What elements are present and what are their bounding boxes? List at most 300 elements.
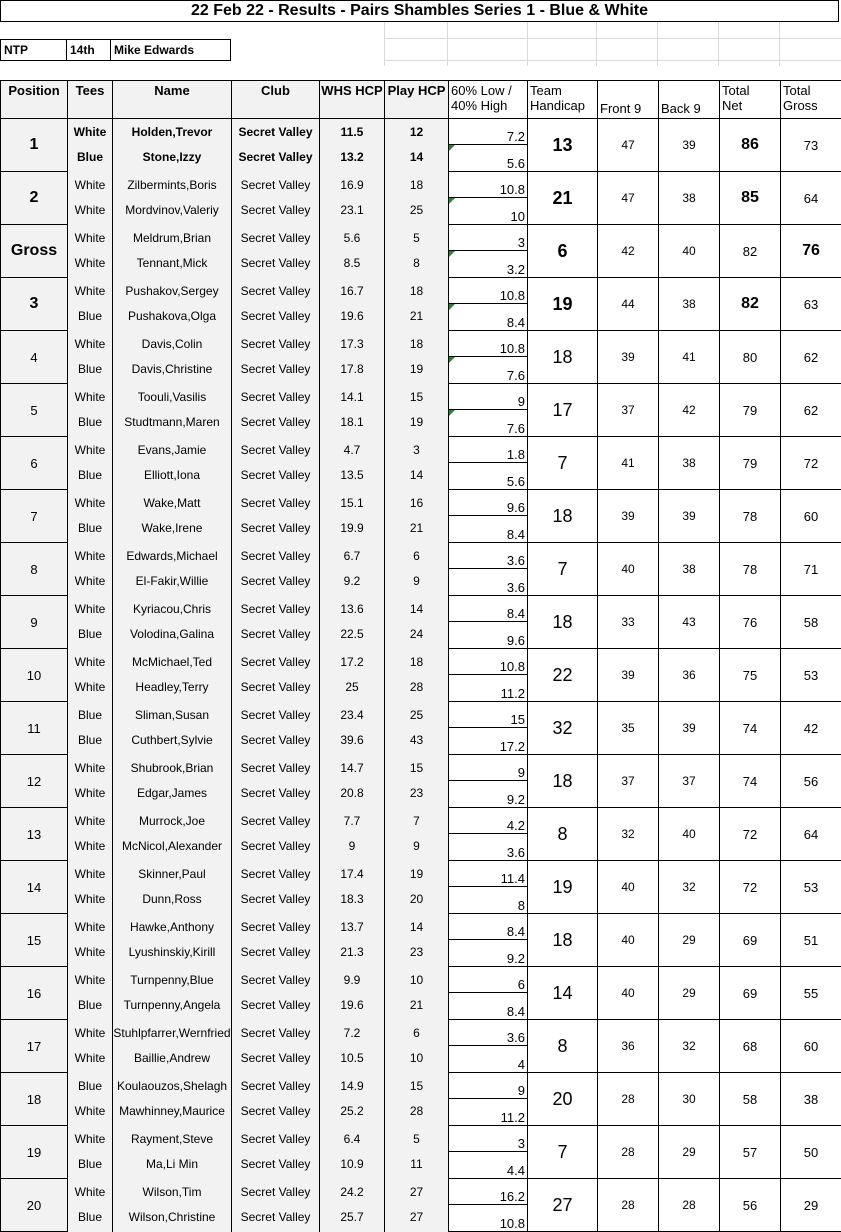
whs-hcp-cell: 18.1 bbox=[320, 410, 385, 437]
pct-handicap-cell: 8.4 bbox=[449, 516, 528, 543]
whs-hcp-cell: 14.1 bbox=[320, 384, 385, 410]
total-gross-cell: 29 bbox=[781, 1179, 841, 1232]
total-gross-cell: 71 bbox=[781, 543, 841, 596]
club-cell: Secret Valley bbox=[232, 569, 320, 596]
tees-cell: White bbox=[68, 490, 113, 516]
tees-cell: White bbox=[68, 437, 113, 463]
table-row bbox=[1, 861, 841, 887]
total-net-cell: 74 bbox=[720, 755, 781, 808]
player-name: Rayment,Steve bbox=[113, 1126, 232, 1152]
whs-hcp-cell: 16.9 bbox=[320, 172, 385, 198]
pct-handicap-cell: 6 bbox=[449, 967, 528, 993]
pct-handicap-cell: 3.6 bbox=[449, 834, 528, 861]
whs-hcp-cell: 13.7 bbox=[320, 914, 385, 940]
position-cell: 15 bbox=[1, 914, 68, 967]
club-cell: Secret Valley bbox=[232, 331, 320, 357]
player-name: Edgar,James bbox=[113, 781, 232, 808]
tees-cell: White bbox=[68, 569, 113, 596]
pct-handicap-cell: 11.2 bbox=[449, 1099, 528, 1126]
club-cell: Secret Valley bbox=[232, 304, 320, 331]
play-hcp-cell: 12 bbox=[385, 119, 449, 145]
table-row bbox=[1, 225, 841, 251]
tees-cell: Blue bbox=[68, 516, 113, 543]
whs-hcp-cell: 25.7 bbox=[320, 1205, 385, 1232]
front9-cell: 47 bbox=[598, 172, 659, 225]
team-handicap-cell: 8 bbox=[528, 1020, 598, 1073]
player-name: Zilbermints,Boris bbox=[113, 172, 232, 198]
position-cell: Gross bbox=[1, 225, 68, 278]
table-row bbox=[1, 384, 841, 410]
play-hcp-cell: 18 bbox=[385, 649, 449, 675]
player-name: Holden,Trevor bbox=[113, 119, 232, 145]
play-hcp-cell: 14 bbox=[385, 914, 449, 940]
total-net-cell: 75 bbox=[720, 649, 781, 702]
total-net-cell: 72 bbox=[720, 808, 781, 861]
pct-handicap-cell: 16.2 bbox=[449, 1179, 528, 1205]
club-cell: Secret Valley bbox=[232, 278, 320, 304]
whs-hcp-cell: 23.4 bbox=[320, 702, 385, 728]
total-gross-cell: 58 bbox=[781, 596, 841, 649]
team-handicap-cell: 19 bbox=[528, 861, 598, 914]
play-hcp-cell: 15 bbox=[385, 1073, 449, 1099]
total-net-cell: 78 bbox=[720, 543, 781, 596]
table-row bbox=[1, 331, 841, 357]
ntp-row bbox=[0, 39, 230, 61]
play-hcp-cell: 19 bbox=[385, 410, 449, 437]
pct-handicap-cell: 7.6 bbox=[449, 410, 528, 437]
whs-hcp-cell: 19.6 bbox=[320, 993, 385, 1020]
player-name: Edwards,Michael bbox=[113, 543, 232, 569]
play-hcp-cell: 9 bbox=[385, 834, 449, 861]
table-row bbox=[1, 914, 841, 940]
back9-cell: 40 bbox=[659, 225, 720, 278]
pct-handicap-cell: 9 bbox=[449, 1073, 528, 1099]
pct-handicap-cell: 1.8 bbox=[449, 437, 528, 463]
player-name: Ma,Li Min bbox=[113, 1152, 232, 1179]
play-hcp-cell: 10 bbox=[385, 967, 449, 993]
tees-cell: Blue bbox=[68, 1152, 113, 1179]
front9-cell: 28 bbox=[598, 1126, 659, 1179]
back9-cell: 38 bbox=[659, 543, 720, 596]
club-cell: Secret Valley bbox=[232, 172, 320, 198]
tees-cell: Blue bbox=[68, 304, 113, 331]
player-name: Kyriacou,Chris bbox=[113, 596, 232, 622]
total-net-cell: 57 bbox=[720, 1126, 781, 1179]
player-name: Elliott,Iona bbox=[113, 463, 232, 490]
club-cell: Secret Valley bbox=[232, 755, 320, 781]
results-table bbox=[0, 80, 841, 1232]
table-row bbox=[1, 702, 841, 728]
club-cell: Secret Valley bbox=[232, 596, 320, 622]
whs-hcp-cell: 18.3 bbox=[320, 887, 385, 914]
table-row bbox=[1, 1179, 841, 1205]
tees-cell: White bbox=[68, 808, 113, 834]
player-name: Mordvinov,Valeriy bbox=[113, 198, 232, 225]
whs-hcp-cell: 19.9 bbox=[320, 516, 385, 543]
player-name: Stuhlpfarrer,Wernfried bbox=[113, 1020, 232, 1046]
back9-cell: 29 bbox=[659, 1126, 720, 1179]
club-cell: Secret Valley bbox=[232, 914, 320, 940]
player-name: Sliman,Susan bbox=[113, 702, 232, 728]
whs-hcp-cell: 13.2 bbox=[320, 145, 385, 172]
total-net-cell: 85 bbox=[720, 172, 781, 225]
pct-handicap-cell: 8.4 bbox=[449, 596, 528, 622]
whs-hcp-cell: 25 bbox=[320, 675, 385, 702]
header-club: Club bbox=[232, 81, 320, 119]
club-cell: Secret Valley bbox=[232, 490, 320, 516]
tees-cell: Blue bbox=[68, 993, 113, 1020]
whs-hcp-cell: 17.3 bbox=[320, 331, 385, 357]
total-net-cell: 82 bbox=[720, 278, 781, 331]
pct-handicap-cell: 4.4 bbox=[449, 1152, 528, 1179]
pct-handicap-cell: 9 bbox=[449, 384, 528, 410]
header-total-net bbox=[720, 81, 781, 119]
tees-cell: White bbox=[68, 1020, 113, 1046]
whs-hcp-cell: 23.1 bbox=[320, 198, 385, 225]
player-name: Shubrook,Brian bbox=[113, 755, 232, 781]
total-gross-cell: 50 bbox=[781, 1126, 841, 1179]
position-cell: 1 bbox=[1, 119, 68, 172]
play-hcp-cell: 19 bbox=[385, 357, 449, 384]
club-cell: Secret Valley bbox=[232, 649, 320, 675]
pct-handicap-cell: 5.6 bbox=[449, 463, 528, 490]
pct-handicap-cell: 3.6 bbox=[449, 543, 528, 569]
total-gross-cell: 60 bbox=[781, 1020, 841, 1073]
player-name: Hawke,Anthony bbox=[113, 914, 232, 940]
back9-cell: 39 bbox=[659, 119, 720, 172]
front9-cell: 42 bbox=[598, 225, 659, 278]
table-row bbox=[1, 278, 841, 304]
pct-handicap-cell: 9.2 bbox=[449, 940, 528, 967]
play-hcp-cell: 20 bbox=[385, 887, 449, 914]
play-hcp-cell: 19 bbox=[385, 861, 449, 887]
player-name: Davis,Christine bbox=[113, 357, 232, 384]
player-name: McNicol,Alexander bbox=[113, 834, 232, 861]
pct-handicap-cell: 3.6 bbox=[449, 1020, 528, 1046]
pct-handicap-cell: 7.2 bbox=[449, 119, 528, 145]
front9-cell: 40 bbox=[598, 543, 659, 596]
tees-cell: Blue bbox=[68, 463, 113, 490]
whs-hcp-cell: 16.7 bbox=[320, 278, 385, 304]
player-name: Dunn,Ross bbox=[113, 887, 232, 914]
front9-cell: 39 bbox=[598, 490, 659, 543]
header-position: Position bbox=[1, 81, 68, 119]
play-hcp-cell: 25 bbox=[385, 198, 449, 225]
whs-hcp-cell: 9 bbox=[320, 834, 385, 861]
pct-handicap-cell: 3.6 bbox=[449, 569, 528, 596]
player-name: Volodina,Galina bbox=[113, 622, 232, 649]
position-cell: 11 bbox=[1, 702, 68, 755]
position-cell: 8 bbox=[1, 543, 68, 596]
whs-hcp-cell: 39.6 bbox=[320, 728, 385, 755]
total-net-cell: 79 bbox=[720, 437, 781, 490]
whs-hcp-cell: 11.5 bbox=[320, 119, 385, 145]
results-body bbox=[1, 119, 841, 1232]
team-handicap-cell: 13 bbox=[528, 119, 598, 172]
front9-cell: 47 bbox=[598, 119, 659, 172]
pct-handicap-cell: 5.6 bbox=[449, 145, 528, 172]
total-gross-cell: 62 bbox=[781, 331, 841, 384]
front9-cell: 39 bbox=[598, 331, 659, 384]
header-pct-line2: 40% High bbox=[451, 98, 507, 113]
tees-cell: White bbox=[68, 1179, 113, 1205]
team-handicap-cell: 32 bbox=[528, 702, 598, 755]
back9-cell: 40 bbox=[659, 808, 720, 861]
tees-cell: White bbox=[68, 225, 113, 251]
tees-cell: White bbox=[68, 861, 113, 887]
team-handicap-cell: 7 bbox=[528, 1126, 598, 1179]
total-net-cell: 69 bbox=[720, 967, 781, 1020]
table-row bbox=[1, 967, 841, 993]
tees-cell: White bbox=[68, 119, 113, 145]
back9-cell: 38 bbox=[659, 172, 720, 225]
whs-hcp-cell: 22.5 bbox=[320, 622, 385, 649]
tees-cell: White bbox=[68, 596, 113, 622]
player-name: Pushakova,Olga bbox=[113, 304, 232, 331]
pct-handicap-cell: 4 bbox=[449, 1046, 528, 1073]
whs-hcp-cell: 19.6 bbox=[320, 304, 385, 331]
pct-handicap-cell: 7.6 bbox=[449, 357, 528, 384]
front9-cell: 41 bbox=[598, 437, 659, 490]
club-cell: Secret Valley bbox=[232, 781, 320, 808]
pct-handicap-cell: 9 bbox=[449, 755, 528, 781]
whs-hcp-cell: 20.8 bbox=[320, 781, 385, 808]
play-hcp-cell: 21 bbox=[385, 993, 449, 1020]
team-handicap-cell: 21 bbox=[528, 172, 598, 225]
play-hcp-cell: 21 bbox=[385, 304, 449, 331]
player-name: Wilson,Christine bbox=[113, 1205, 232, 1232]
whs-hcp-cell: 7.7 bbox=[320, 808, 385, 834]
pct-handicap-cell: 10.8 bbox=[449, 172, 528, 198]
front9-cell: 40 bbox=[598, 861, 659, 914]
tees-cell: White bbox=[68, 1099, 113, 1126]
position-cell: 6 bbox=[1, 437, 68, 490]
play-hcp-cell: 14 bbox=[385, 463, 449, 490]
tees-cell: White bbox=[68, 781, 113, 808]
table-row bbox=[1, 543, 841, 569]
position-cell: 18 bbox=[1, 1073, 68, 1126]
pct-handicap-cell: 17.2 bbox=[449, 728, 528, 755]
tees-cell: White bbox=[68, 914, 113, 940]
team-handicap-cell: 7 bbox=[528, 437, 598, 490]
tees-cell: White bbox=[68, 1126, 113, 1152]
tees-cell: Blue bbox=[68, 410, 113, 437]
total-gross-cell: 38 bbox=[781, 1073, 841, 1126]
whs-hcp-cell: 21.3 bbox=[320, 940, 385, 967]
header-net-line2: Net bbox=[722, 98, 742, 113]
pct-handicap-cell: 4.2 bbox=[449, 808, 528, 834]
whs-hcp-cell: 10.9 bbox=[320, 1152, 385, 1179]
header-tees: Tees bbox=[68, 81, 113, 119]
position-cell: 10 bbox=[1, 649, 68, 702]
tees-cell: White bbox=[68, 198, 113, 225]
club-cell: Secret Valley bbox=[232, 1126, 320, 1152]
player-name: Wilson,Tim bbox=[113, 1179, 232, 1205]
team-handicap-cell: 14 bbox=[528, 967, 598, 1020]
club-cell: Secret Valley bbox=[232, 887, 320, 914]
front9-cell: 33 bbox=[598, 596, 659, 649]
back9-cell: 43 bbox=[659, 596, 720, 649]
team-handicap-cell: 27 bbox=[528, 1179, 598, 1232]
play-hcp-cell: 28 bbox=[385, 675, 449, 702]
club-cell: Secret Valley bbox=[232, 702, 320, 728]
club-cell: Secret Valley bbox=[232, 834, 320, 861]
play-hcp-cell: 5 bbox=[385, 225, 449, 251]
play-hcp-cell: 5 bbox=[385, 1126, 449, 1152]
total-net-cell: 68 bbox=[720, 1020, 781, 1073]
header-net-line1: Total bbox=[722, 83, 749, 98]
tees-cell: White bbox=[68, 967, 113, 993]
front9-cell: 35 bbox=[598, 702, 659, 755]
front9-cell: 37 bbox=[598, 755, 659, 808]
position-cell: 20 bbox=[1, 1179, 68, 1232]
total-gross-cell: 64 bbox=[781, 808, 841, 861]
pct-handicap-cell: 9.6 bbox=[449, 622, 528, 649]
club-cell: Secret Valley bbox=[232, 808, 320, 834]
club-cell: Secret Valley bbox=[232, 967, 320, 993]
play-hcp-cell: 18 bbox=[385, 331, 449, 357]
table-row bbox=[1, 596, 841, 622]
tees-cell: Blue bbox=[68, 357, 113, 384]
team-handicap-cell: 22 bbox=[528, 649, 598, 702]
position-cell: 3 bbox=[1, 278, 68, 331]
tees-cell: White bbox=[68, 251, 113, 278]
back9-cell: 41 bbox=[659, 331, 720, 384]
total-net-cell: 79 bbox=[720, 384, 781, 437]
player-name: McMichael,Ted bbox=[113, 649, 232, 675]
club-cell: Secret Valley bbox=[232, 198, 320, 225]
club-cell: Secret Valley bbox=[232, 993, 320, 1020]
player-name: Koulaouzos,Shelagh bbox=[113, 1073, 232, 1099]
total-net-cell: 78 bbox=[720, 490, 781, 543]
club-cell: Secret Valley bbox=[232, 1205, 320, 1232]
player-name: Toouli,Vasilis bbox=[113, 384, 232, 410]
club-cell: Secret Valley bbox=[232, 675, 320, 702]
header-total-gross bbox=[781, 81, 841, 119]
play-hcp-cell: 11 bbox=[385, 1152, 449, 1179]
table-row bbox=[1, 119, 841, 145]
header-gross-line2: Gross bbox=[783, 98, 818, 113]
total-gross-cell: 55 bbox=[781, 967, 841, 1020]
play-hcp-cell: 9 bbox=[385, 569, 449, 596]
total-gross-cell: 60 bbox=[781, 490, 841, 543]
total-gross-cell: 76 bbox=[781, 225, 841, 278]
ntp-player: Mike Edwards bbox=[110, 39, 231, 61]
back9-cell: 38 bbox=[659, 278, 720, 331]
tees-cell: White bbox=[68, 834, 113, 861]
player-name: Murrock,Joe bbox=[113, 808, 232, 834]
pct-handicap-cell: 9.2 bbox=[449, 781, 528, 808]
whs-hcp-cell: 15.1 bbox=[320, 490, 385, 516]
play-hcp-cell: 15 bbox=[385, 384, 449, 410]
tees-cell: Blue bbox=[68, 728, 113, 755]
team-handicap-cell: 8 bbox=[528, 808, 598, 861]
front9-cell: 40 bbox=[598, 967, 659, 1020]
header-front9: Front 9 bbox=[598, 81, 659, 119]
tees-cell: White bbox=[68, 755, 113, 781]
header-pct-line1: 60% Low / bbox=[451, 83, 512, 98]
tees-cell: Blue bbox=[68, 145, 113, 172]
total-gross-cell: 63 bbox=[781, 278, 841, 331]
team-handicap-cell: 7 bbox=[528, 543, 598, 596]
ntp-label: NTP bbox=[0, 39, 67, 61]
header-team-line1: Team bbox=[530, 83, 562, 98]
header-play-hcp: Play HCP bbox=[385, 81, 449, 119]
player-name: Turnpenny,Blue bbox=[113, 967, 232, 993]
play-hcp-cell: 43 bbox=[385, 728, 449, 755]
pct-handicap-cell: 3 bbox=[449, 1126, 528, 1152]
club-cell: Secret Valley bbox=[232, 357, 320, 384]
pct-handicap-cell: 10.8 bbox=[449, 649, 528, 675]
tees-cell: Blue bbox=[68, 1073, 113, 1099]
whs-hcp-cell: 9.2 bbox=[320, 569, 385, 596]
play-hcp-cell: 6 bbox=[385, 1020, 449, 1046]
pct-handicap-cell: 3.2 bbox=[449, 251, 528, 278]
total-net-cell: 82 bbox=[720, 225, 781, 278]
table-row bbox=[1, 1020, 841, 1046]
total-gross-cell: 62 bbox=[781, 384, 841, 437]
total-net-cell: 58 bbox=[720, 1073, 781, 1126]
player-name: Headley,Terry bbox=[113, 675, 232, 702]
play-hcp-cell: 27 bbox=[385, 1205, 449, 1232]
front9-cell: 28 bbox=[598, 1073, 659, 1126]
club-cell: Secret Valley bbox=[232, 463, 320, 490]
play-hcp-cell: 16 bbox=[385, 490, 449, 516]
play-hcp-cell: 23 bbox=[385, 781, 449, 808]
club-cell: Secret Valley bbox=[232, 145, 320, 172]
table-row bbox=[1, 808, 841, 834]
front9-cell: 40 bbox=[598, 914, 659, 967]
pct-handicap-cell: 3 bbox=[449, 225, 528, 251]
position-cell: 5 bbox=[1, 384, 68, 437]
header-gross-line1: Total bbox=[783, 83, 810, 98]
total-net-cell: 86 bbox=[720, 119, 781, 172]
club-cell: Secret Valley bbox=[232, 251, 320, 278]
back9-cell: 42 bbox=[659, 384, 720, 437]
header-whs-hcp: WHS HCP bbox=[320, 81, 385, 119]
front9-cell: 36 bbox=[598, 1020, 659, 1073]
whs-hcp-cell: 9.9 bbox=[320, 967, 385, 993]
tees-cell: White bbox=[68, 1046, 113, 1073]
team-handicap-cell: 17 bbox=[528, 384, 598, 437]
tees-cell: White bbox=[68, 384, 113, 410]
tees-cell: Blue bbox=[68, 622, 113, 649]
back9-cell: 37 bbox=[659, 755, 720, 808]
player-name: Cuthbert,Sylvie bbox=[113, 728, 232, 755]
player-name: Turnpenny,Angela bbox=[113, 993, 232, 1020]
pct-handicap-cell: 9.6 bbox=[449, 490, 528, 516]
total-net-cell: 76 bbox=[720, 596, 781, 649]
whs-hcp-cell: 6.4 bbox=[320, 1126, 385, 1152]
header-team-handicap bbox=[528, 81, 598, 119]
play-hcp-cell: 18 bbox=[385, 278, 449, 304]
player-name: Studtmann,Maren bbox=[113, 410, 232, 437]
whs-hcp-cell: 17.8 bbox=[320, 357, 385, 384]
whs-hcp-cell: 14.7 bbox=[320, 755, 385, 781]
club-cell: Secret Valley bbox=[232, 622, 320, 649]
play-hcp-cell: 14 bbox=[385, 596, 449, 622]
play-hcp-cell: 8 bbox=[385, 251, 449, 278]
tees-cell: White bbox=[68, 278, 113, 304]
table-row bbox=[1, 1073, 841, 1099]
total-gross-cell: 56 bbox=[781, 755, 841, 808]
tees-cell: White bbox=[68, 940, 113, 967]
team-handicap-cell: 6 bbox=[528, 225, 598, 278]
play-hcp-cell: 21 bbox=[385, 516, 449, 543]
tees-cell: White bbox=[68, 675, 113, 702]
team-handicap-cell: 18 bbox=[528, 914, 598, 967]
player-name: Pushakov,Sergey bbox=[113, 278, 232, 304]
